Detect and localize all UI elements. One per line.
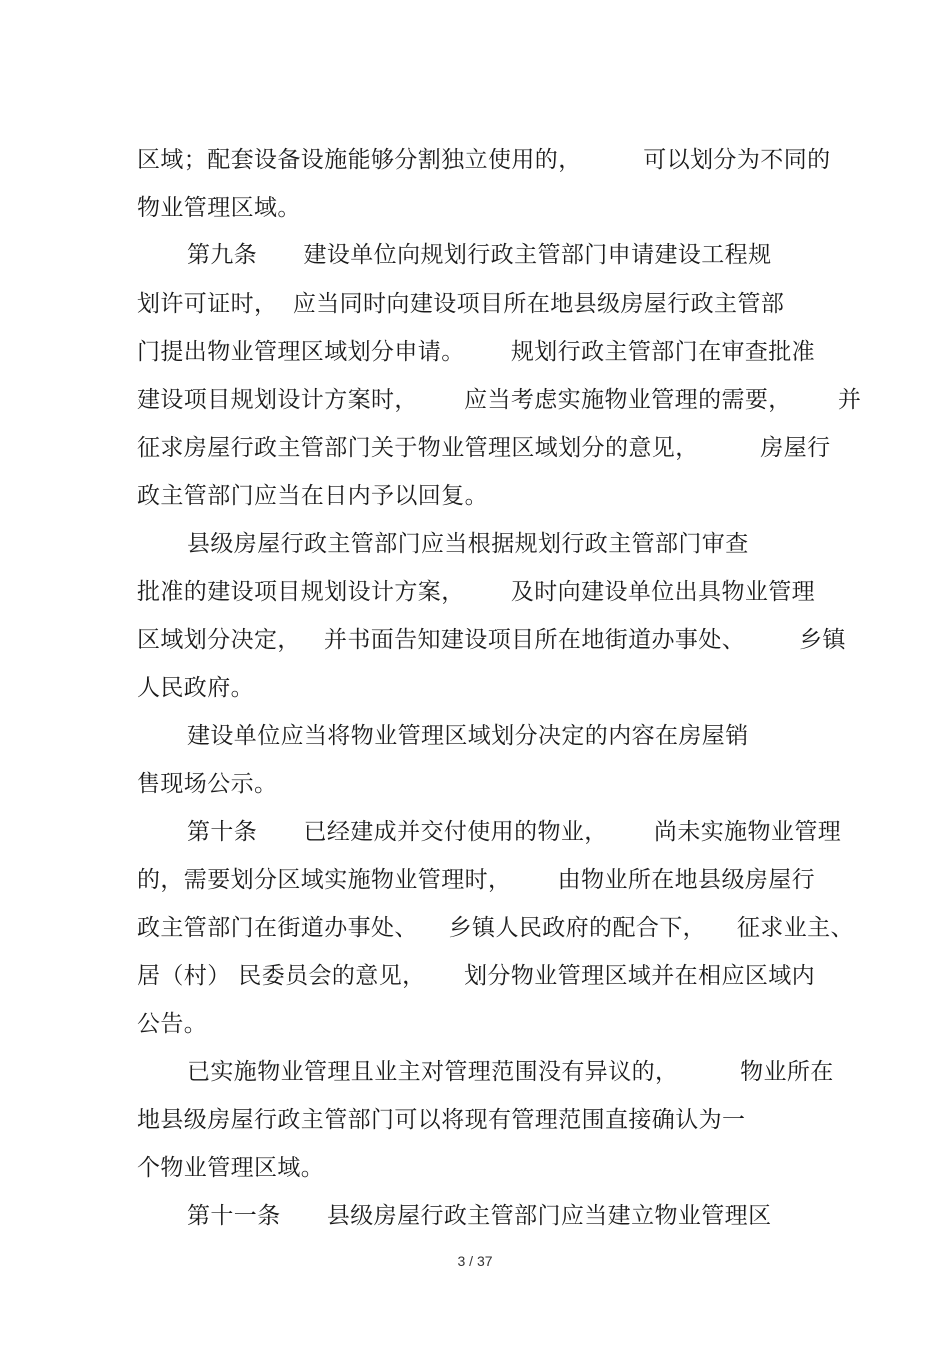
text-line-17: 政主管部门在街道办事处、 乡镇人民政府的配合下， 征求业主、 [137, 915, 854, 941]
text-line-8: 政主管部门应当在日内予以回复。 [137, 483, 488, 509]
article-9-heading-line: 第九条 建设单位向规划行政主管部门申请建设工程规 [187, 242, 772, 268]
text-line-6: 建设项目规划设计方案时， 应当考虑实施物业管理的需要， 并 [137, 387, 862, 413]
page-number: 3 / 37 [457, 1253, 493, 1269]
text-line-12: 人民政府。 [137, 675, 254, 701]
text-line-21: 地县级房屋行政主管部门可以将现有管理范围直接确认为一 [137, 1107, 746, 1133]
text-line-10: 批准的建设项目规划设计方案， 及时向建设单位出具物业管理 [137, 579, 816, 605]
text-line-5: 门提出物业管理区域划分申请。 规划行政主管部门在审查批准 [137, 339, 816, 365]
text-line-1: 区域；配套设备设施能够分割独立使用的， 可以划分为不同的 [137, 147, 831, 173]
text-line-19: 公告。 [137, 1011, 208, 1037]
text-line-22: 个物业管理区域。 [137, 1155, 325, 1181]
article-11-heading-line: 第十一条 县级房屋行政主管部门应当建立物业管理区 [187, 1203, 772, 1229]
text-line-4: 划许可证时， 应当同时向建设项目所在地县级房屋行政主管部 [137, 291, 785, 317]
paragraph-start-line-20: 已实施物业管理且业主对管理范围没有异议的， 物业所在 [187, 1059, 834, 1085]
paragraph-start-line-9: 县级房屋行政主管部门应当根据规划行政主管部门审查 [187, 531, 749, 557]
text-line-16: 的，需要划分区域实施物业管理时， 由物业所在地县级房屋行 [137, 867, 816, 893]
text-line-2: 物业管理区域。 [137, 195, 301, 221]
text-line-7: 征求房屋行政主管部门关于物业管理区域划分的意见， 房屋行 [137, 435, 831, 461]
article-10-heading-line: 第十条 已经建成并交付使用的物业， 尚未实施物业管理 [187, 819, 842, 845]
paragraph-start-line-13: 建设单位应当将物业管理区域划分决定的内容在房屋销 [187, 723, 749, 749]
text-line-18: 居（村） 民委员会的意见， 划分物业管理区域并在相应区域内 [137, 963, 816, 989]
text-line-11: 区域划分决定， 并书面告知建设项目所在地街道办事处、 乡镇 [137, 627, 846, 653]
text-line-14: 售现场公示。 [137, 771, 278, 797]
